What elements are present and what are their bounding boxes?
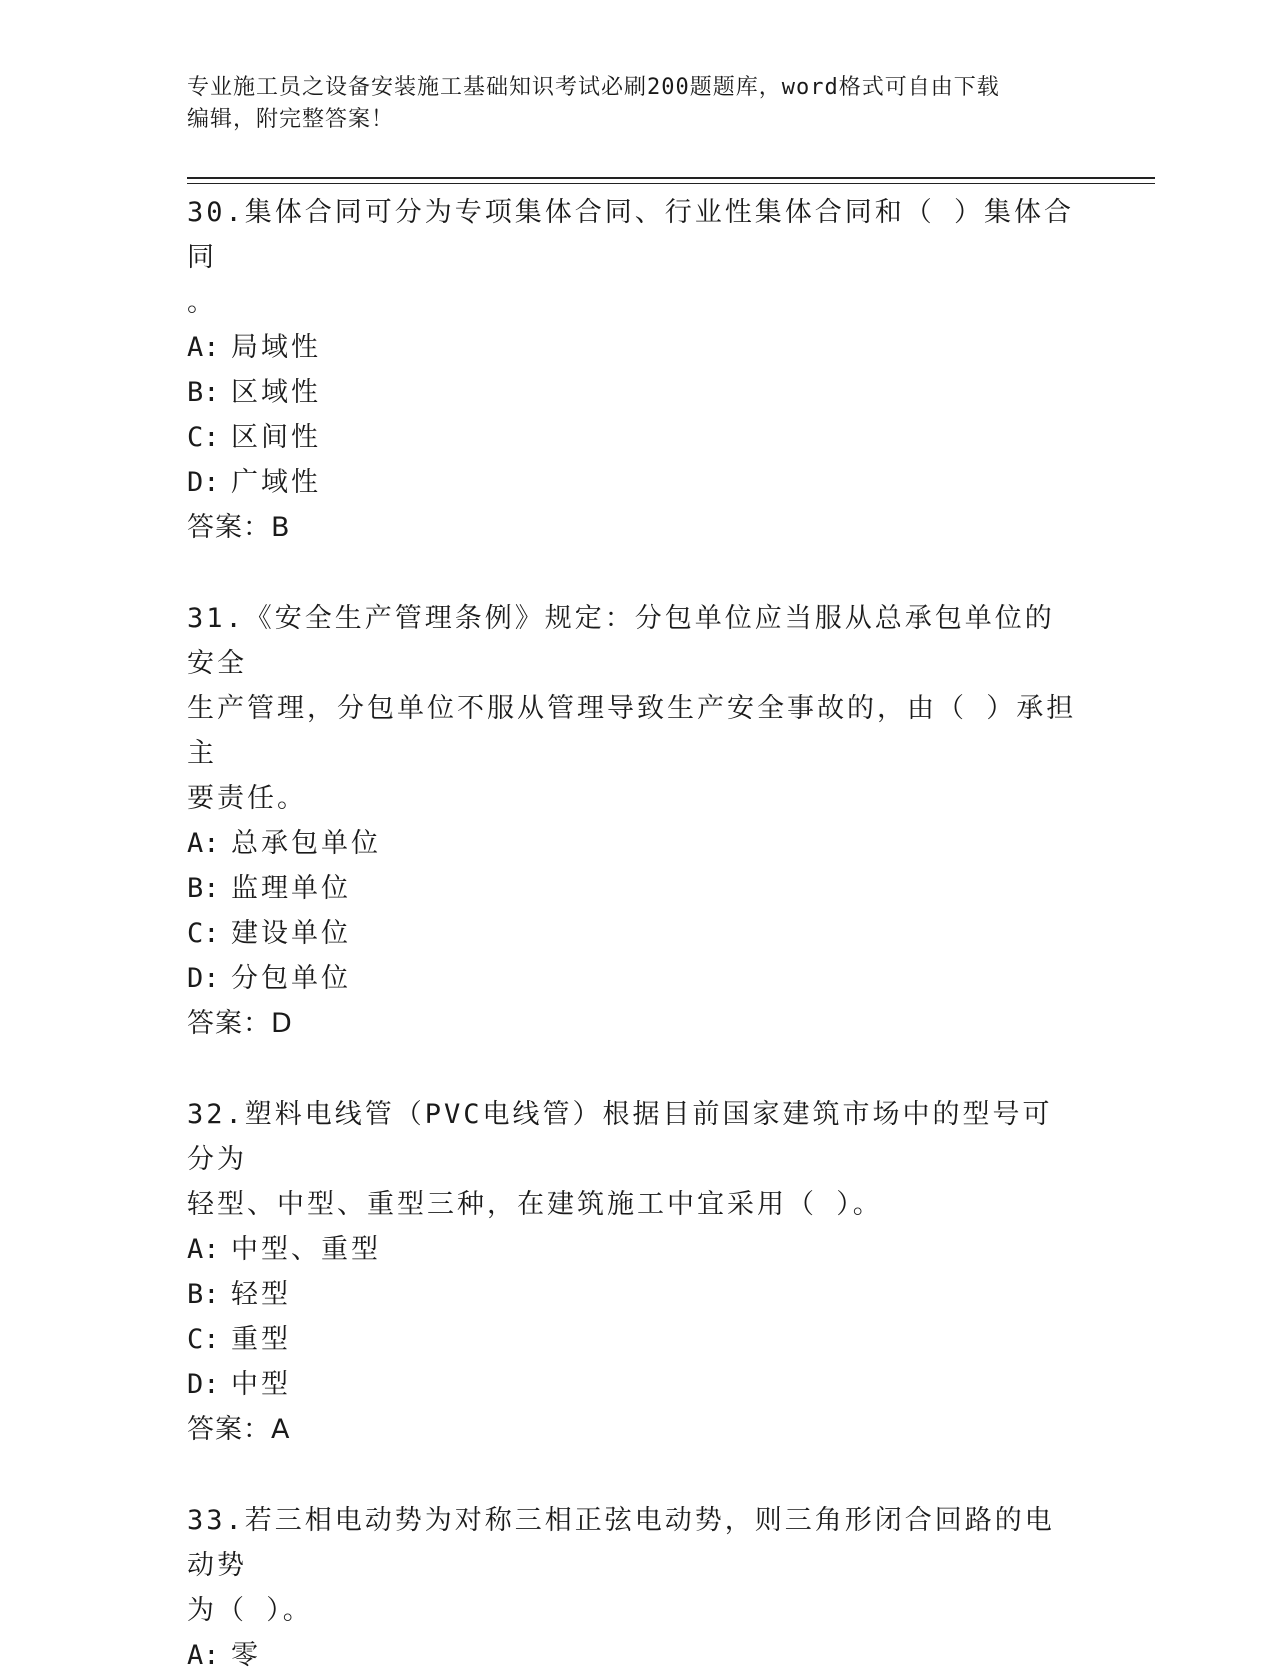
question-stem-line: 生产管理，分包单位不服从管理导致生产安全事故的，由（ ）承担主 bbox=[187, 693, 1077, 769]
option-key: D: bbox=[187, 963, 220, 994]
question-spacer bbox=[187, 1046, 1077, 1092]
option-key: D: bbox=[187, 1369, 220, 1400]
answer-option bbox=[187, 1227, 1077, 1272]
option-text: 中型、重型 bbox=[231, 1234, 381, 1265]
option-key: C: bbox=[187, 918, 220, 949]
option-text: 重型 bbox=[231, 1324, 291, 1355]
option-text: 建设单位 bbox=[231, 918, 351, 949]
answer-option bbox=[187, 1633, 1077, 1678]
question-stem-line: 33.若三相电动势为对称三相正弦电动势，则三角形闭合回路的电动势 bbox=[187, 1505, 1055, 1581]
option-key: A: bbox=[187, 1640, 220, 1671]
question-stem-line: 。 bbox=[187, 287, 217, 318]
option-text: 中型 bbox=[231, 1369, 291, 1400]
header-divider-thick bbox=[187, 177, 1155, 179]
question-spacer bbox=[187, 1452, 1077, 1498]
option-text: 分包单位 bbox=[231, 963, 351, 994]
option-key: A: bbox=[187, 828, 220, 859]
question-block bbox=[187, 190, 1077, 550]
answer-option bbox=[187, 1362, 1077, 1407]
header-line-1: 专业施工员之设备安装施工基础知识考试必刷200题题库，word格式可自由下载 bbox=[187, 75, 1000, 100]
option-key: C: bbox=[187, 1324, 220, 1355]
question-stem-line: 要责任。 bbox=[187, 783, 307, 814]
answer-option bbox=[187, 866, 1077, 911]
correct-answer: 答案：D bbox=[187, 1008, 293, 1039]
option-key: B: bbox=[187, 377, 220, 408]
answer-option bbox=[187, 460, 1077, 505]
option-text: 总承包单位 bbox=[231, 828, 381, 859]
question-block bbox=[187, 1092, 1077, 1452]
question-stem-line: 轻型、中型、重型三种，在建筑施工中宜采用（ ）。 bbox=[187, 1189, 883, 1220]
option-key: B: bbox=[187, 1279, 220, 1310]
option-key: B: bbox=[187, 873, 220, 904]
header-divider-thin bbox=[187, 183, 1155, 184]
answer-option bbox=[187, 821, 1077, 866]
question-list bbox=[187, 190, 1077, 1678]
answer-option bbox=[187, 370, 1077, 415]
answer-option bbox=[187, 1317, 1077, 1362]
option-text: 区域性 bbox=[231, 377, 321, 408]
option-text: 区间性 bbox=[231, 422, 321, 453]
question-stem-line: 31.《安全生产管理条例》规定：分包单位应当服从总承包单位的安全 bbox=[187, 603, 1055, 679]
question-stem-line: 32.塑料电线管（PVC电线管）根据目前国家建筑市场中的型号可分为 bbox=[187, 1099, 1053, 1175]
answer-option bbox=[187, 415, 1077, 460]
option-text: 广域性 bbox=[231, 467, 321, 498]
question-stem-line: 30.集体合同可分为专项集体合同、行业性集体合同和（ ）集体合同 bbox=[187, 197, 1075, 273]
question-stem-line: 为（ ）。 bbox=[187, 1595, 313, 1626]
option-text: 监理单位 bbox=[231, 873, 351, 904]
header-line-2: 编辑，附完整答案！ bbox=[187, 107, 395, 132]
correct-answer: 答案：B bbox=[187, 512, 291, 543]
question-block bbox=[187, 1498, 1077, 1678]
option-key: D: bbox=[187, 467, 220, 498]
answer-option bbox=[187, 956, 1077, 1001]
correct-answer: 答案：A bbox=[187, 1414, 291, 1445]
question-spacer bbox=[187, 550, 1077, 596]
question-block bbox=[187, 596, 1077, 1046]
option-text: 轻型 bbox=[231, 1279, 291, 1310]
option-key: A: bbox=[187, 1234, 220, 1265]
answer-option bbox=[187, 911, 1077, 956]
option-text: 局域性 bbox=[231, 332, 321, 363]
option-key: A: bbox=[187, 332, 220, 363]
document-header bbox=[187, 72, 1067, 136]
answer-option bbox=[187, 325, 1077, 370]
option-key: C: bbox=[187, 422, 220, 453]
answer-option bbox=[187, 1272, 1077, 1317]
option-text: 零 bbox=[231, 1640, 261, 1671]
